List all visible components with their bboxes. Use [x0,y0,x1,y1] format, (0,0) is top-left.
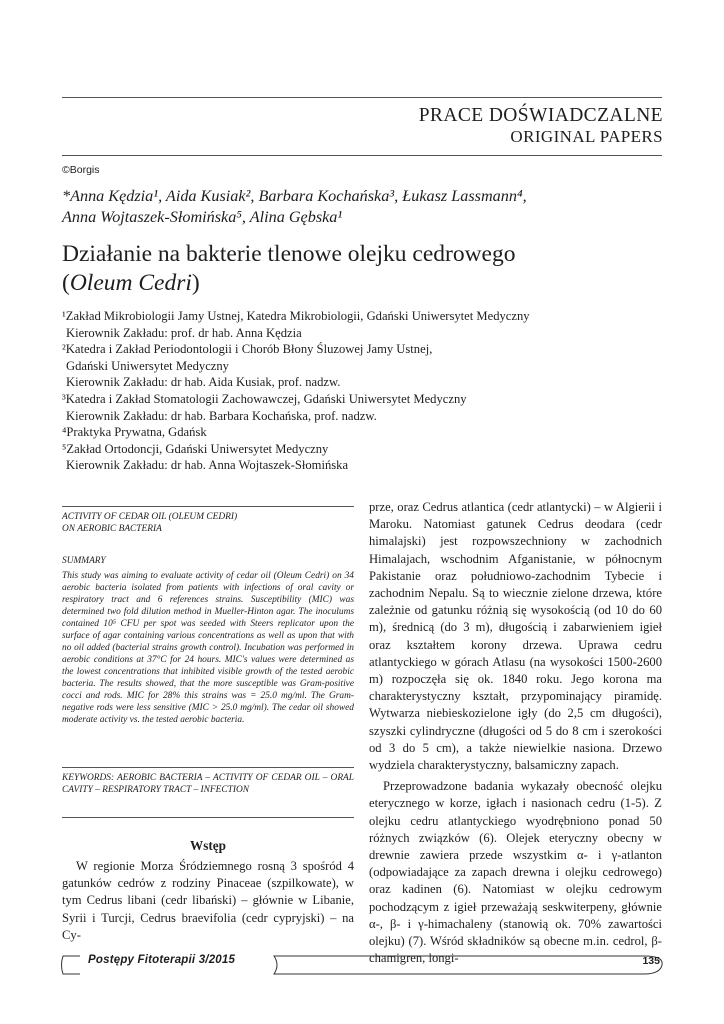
summary-text: This study was aiming to evaluate activity of cedar oil (Oleum Cedri) on 34 aerobic bacteria isolated from patients with infections of oral cavity or respiratory tract and 6 references strains. Susceptibility (MIC) was determined two fold dilution method in Mueller-Hinton agar. The inoculums contained 10⁵ CFU per spot was seeded with Steers replicator upon the surface of agar containing various concentrations as well as upon that with no oil added (bacterial strains growth control). Incubation was performed in aerobic conditions at 37°C for 24 hours. MIC's values were determined as the lowest concentrations that inhibited visible growth of the tested aerobic bacteria. The results showed, that the more susceptible was Gram-positive cocci and rods. MIC for 28% this strains was = 25.0 mg/ml. The Gram-negative rods were less sensitive (MIC > 25.0 mg/ml). The cedar oil showed moderate activity vs. the tested aerobic bacteria. [62,571,354,725]
affiliation-line: Gdański Uniwersytet Medyczny [66,358,229,373]
top-rule [62,97,662,98]
title-line: Działanie na bakterie tlenowe olejku cedrowego [62,241,516,267]
affiliation-line: ³Katedra i Zakład Stomatologii Zachowawczej, Gdański Uniwersytet Medyczny [62,391,467,406]
header-rule [62,155,662,156]
affiliation-line: Kierownik Zakładu: dr hab. Aida Kusiak, prof. nadzw. [66,375,341,390]
section-title-pl: PRACE DOŚWIADCZALNE [418,105,663,126]
section-heading-intro: Wstęp [190,838,226,853]
article-title [62,240,672,298]
intro-paragraph: W regionie Morza Śródziemnego rosną 3 spośród 4 gatunków cedrów z rodziny Pinaceae (szpilkowate), w tym Cedrus libani (cedr libański) – głównie w Libanie, Syrii i Turcji, Cedrus braevifolia (cedr cypryjski) – na Cy- [62,859,354,942]
affiliation-line: Kierownik Zakładu: prof. dr hab. Anna Kędzia [66,325,302,340]
keywords: KEYWORDS: AEROBIC BACTERIA – ACTIVITY OF CEDAR OIL – ORAL CAVITY – RESPIRATORY TRACT – INFECTION [62,773,354,795]
author-line: Anna Wojtaszek-Słomińska⁵, Alina Gębska¹ [62,208,343,226]
affiliation-line: ⁵Zakład Ortodoncji, Gdański Uniwersytet Medyczny [62,441,329,456]
title-line: (Oleum Cedri) [62,270,200,296]
abstract-top-rule [62,506,354,507]
intro-text [62,858,354,944]
publisher-label: ©Borgis [62,164,100,176]
section-title-en: ORIGINAL PAPERS [510,127,663,146]
abstract-bottom-rule [62,817,354,818]
keywords-rule [62,767,354,768]
affiliation-line: Kierownik Zakładu: dr hab. Barbara Kochańska, prof. nadzw. [66,408,377,423]
summary-heading: SUMMARY [62,556,106,566]
affiliation-line: ²Katedra i Zakład Periodontologii i Chorób Błony Śluzowej Jamy Ustnej, [62,342,433,357]
affiliation-line: Kierownik Zakładu: dr hab. Anna Wojtaszek-Słomińska [66,458,349,473]
body-paragraph: Przeprowadzone badania wykazały obecność olejku eterycznego w korze, igłach i nasionach cedru (1-5). Z olejku cedru atlantyckiego wyodrębniono ponad 50 różnych związków (6). Olejek eteryczny obecny w drewnie zawiera przede wszystkim α- i γ-atlanton (odpowiadające za zapach drewna i olejku cedrowego) oraz kadinen (6). Natomiast w olejku cedrowym pochodzącym z igieł przeważają seskwiterpeny, głównie α-, β- i γ-himachaleny (stanowią ok. 70% zawartości olejku) (7). Wśród składników są obecne m.in. cedrol, β-chamigren, longi- [369,779,662,966]
title-latin-name: Oleum Cedri [69,270,192,296]
body-paragraph: prze, oraz Cedrus atlantica (cedr atlantycki) – w Algierii i Maroku. Natomiast gatunek Cedrus deodara (cedr himalajski) jest rozpowszechniony w zachodnich Himalajach, wschodnim Afganistanie, w północnym Pakistanie oraz południowo-zachodnim Tybecie i zachodnim Nepalu. Są to wiecznie zielone drzewa, które zależnie od gatunku różnią się wysokością (od 10 do 60 m), średnicą (do 3 m), długością i zabarwieniem igieł oraz kształtem korony drzewa. Uprawa cedru atlantyckiego w górach Atlasu (na wysokości 1500-2600 m) rozpoczęła się ok. 1840 roku. Jego korona ma charakterystyczny kształt, przypominający piramidę. Wytwarza niebieskozielone igły (do 2,5 cm długości), szyszki cylindryczne (długości od 5 do 8 cm i szerokości od 3 do 5 cm), a także niewielkie nasiona. Drzewo wydziela charakterystyczny, balsamiczny zapach. [369,500,662,773]
author-list [62,186,662,228]
right-column-text [369,499,662,967]
author-line: *Anna Kędzia¹, Aida Kusiak², Barbara Kochańska³, Łukasz Lassmann⁴, [62,187,527,205]
abstract-title: ACTIVITY OF CEDAR OIL (OLEUM CEDRI) ON AEROBIC BACTERIA [62,512,238,534]
page-number: 135 [642,955,660,967]
journal-name: Postępy Fitoterapii 3/2015 [88,954,236,966]
affiliations [62,308,662,474]
affiliation-line: ¹Zakład Mikrobiologii Jamy Ustnej, Katedra Mikrobiologii, Gdański Uniwersytet Medyczny [62,309,530,323]
affiliation-line: ⁴Praktyka Prywatna, Gdańsk [62,425,207,440]
